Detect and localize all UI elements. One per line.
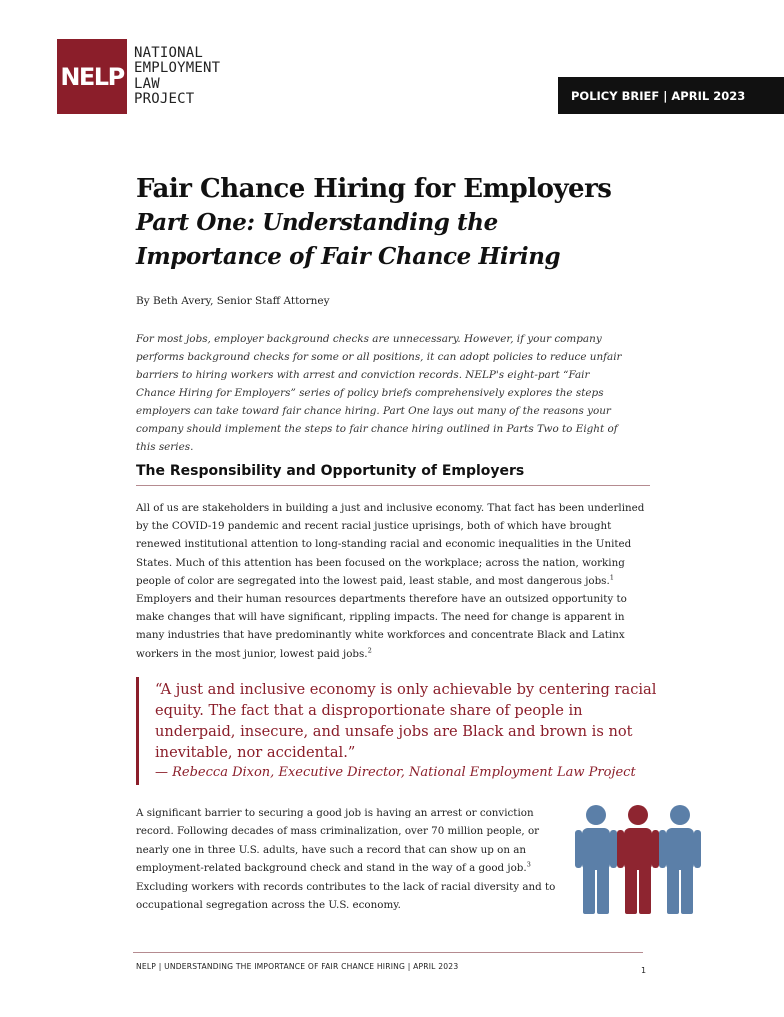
footnote-ref[interactable]: 2 [367, 646, 372, 655]
paragraph-text: All of us are stakeholders in building a just and inclusive economy. That fact has been underlined by the COVID-19 pandemic and recent racial justice uprisings, both of which have brought renewed institutional attention to long-standing racial and economic inequalities in the United States. Much of this attention has been focused on the workplace; across the nation, working people of color are segregated into the lowest paid, least stable, and most dangerous jobs. [136, 502, 645, 587]
person-icon [659, 805, 701, 914]
logo-mark: NELP [57, 39, 127, 114]
footer-text: NELP | UNDERSTANDING THE IMPORTANCE OF FAIR CHANCE HIRING | APRIL 2023 [136, 962, 459, 971]
nelp-logo [57, 39, 220, 114]
footnote-ref[interactable]: 1 [609, 573, 615, 582]
footnote-ref[interactable]: 3 [526, 860, 531, 869]
body-paragraph-1 [136, 499, 652, 663]
title-sub-line-1: Part One: Understanding the [136, 209, 498, 236]
quote-attribution: — Rebecca Dixon, Executive Director, National Employment Law Project [155, 765, 636, 780]
org-name-line: PROJECT [134, 91, 195, 107]
org-name-line: LAW [134, 75, 160, 92]
pull-quote [136, 677, 665, 785]
intro-paragraph: For most jobs, employer background checks are unnecessary. However, if your company performs background checks for some or all positions, it can adopt policies to reduce unfair barriers to hiring workers with arrest and conviction records. NELP's eight-part “Fair Chance Hiring for Employers” series of policy briefs comprehensively explores the steps employers can take toward fair chance hiring. Part One lays out many of the reasons your company should implement the steps to fair chance hiring outlined in Parts Two to Eight of this series. [136, 333, 622, 453]
policy-brief-label: POLICY BRIEF | APRIL 2023 [558, 77, 784, 114]
page-number: 1 [641, 966, 647, 975]
org-name [134, 46, 220, 108]
document-title [136, 172, 656, 274]
footer-rule [133, 952, 643, 953]
title-sub-line-2: Importance of Fair Chance Hiring [136, 243, 561, 270]
people-figures-illustration [566, 798, 710, 920]
byline: By Beth Avery, Senior Staff Attorney [136, 295, 330, 307]
title-main: Fair Chance Hiring for Employers [136, 174, 612, 204]
org-name-line: NATIONAL [134, 44, 204, 61]
person-icon [575, 805, 617, 914]
paragraph-text: Excluding workers with records contributes to the lack of racial diversity and to occupational segregation across the U.S. economy. [136, 880, 556, 912]
person-icon [617, 805, 659, 914]
paragraph-text: Employers and their human resources departments therefore have an outsized opportunity to make changes that will have significant, rippling impacts. The need for change is apparent in many industries that have predominantly white workforces and concentrate Black and Latinx workers in the most junior, lowest paid jobs. [136, 593, 627, 660]
org-name-line: EMPLOYMENT [134, 60, 221, 76]
body-paragraph-2 [136, 804, 561, 914]
section-heading: The Responsibility and Opportunity of Employers [136, 463, 650, 486]
quote-text: “A just and inclusive economy is only achievable by centering racial equity. The fact that a disproportionate share of people in underpaid, insecure, and unsafe jobs are Black and brown is not inevitable, nor accidental.” [155, 681, 657, 761]
paragraph-text: A significant barrier to securing a good job is having an arrest or conviction record. Following decades of mass criminalization, over 70 million people, or nearly one in three U.S. adults, have such a record that can show up on an employment-related background check and stand in the way of a good job. [136, 807, 540, 875]
